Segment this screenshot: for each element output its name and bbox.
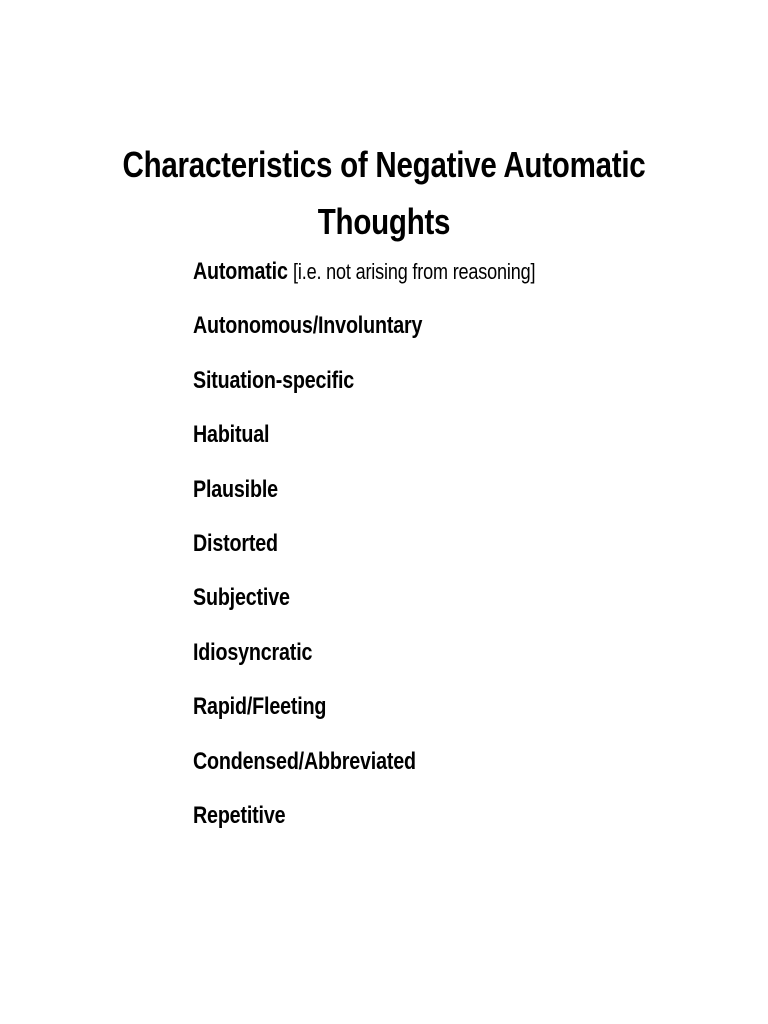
item-label: Rapid/Fleeting (193, 693, 327, 721)
list-item (193, 796, 535, 850)
list-item (193, 742, 535, 796)
list-item (193, 361, 535, 415)
title-line-2: Thoughts (317, 201, 451, 243)
list-item (193, 470, 535, 524)
item-label: Idiosyncratic (193, 638, 313, 666)
title-line-1: Characteristics of Negative Automatic (122, 144, 646, 186)
item-label: Repetitive (193, 801, 286, 829)
list-item (193, 306, 535, 360)
characteristics-list (193, 252, 610, 850)
list-item (193, 252, 535, 306)
page-title (69, 136, 699, 250)
item-label: Distorted (193, 529, 278, 557)
item-label: Autonomous/Involuntary (193, 312, 423, 340)
item-note: [i.e. not arising from reasoning] (293, 259, 536, 284)
item-label: Habitual (193, 421, 270, 449)
item-label: Plausible (193, 475, 278, 503)
item-label: Subjective (193, 584, 290, 612)
list-item (193, 524, 535, 578)
item-label: Condensed/Abbreviated (193, 747, 416, 775)
list-item (193, 687, 535, 741)
list-item (193, 578, 535, 632)
list-item (193, 633, 535, 687)
item-label: Situation-specific (193, 366, 355, 394)
list-item (193, 415, 535, 469)
item-label: Automatic (193, 258, 288, 285)
